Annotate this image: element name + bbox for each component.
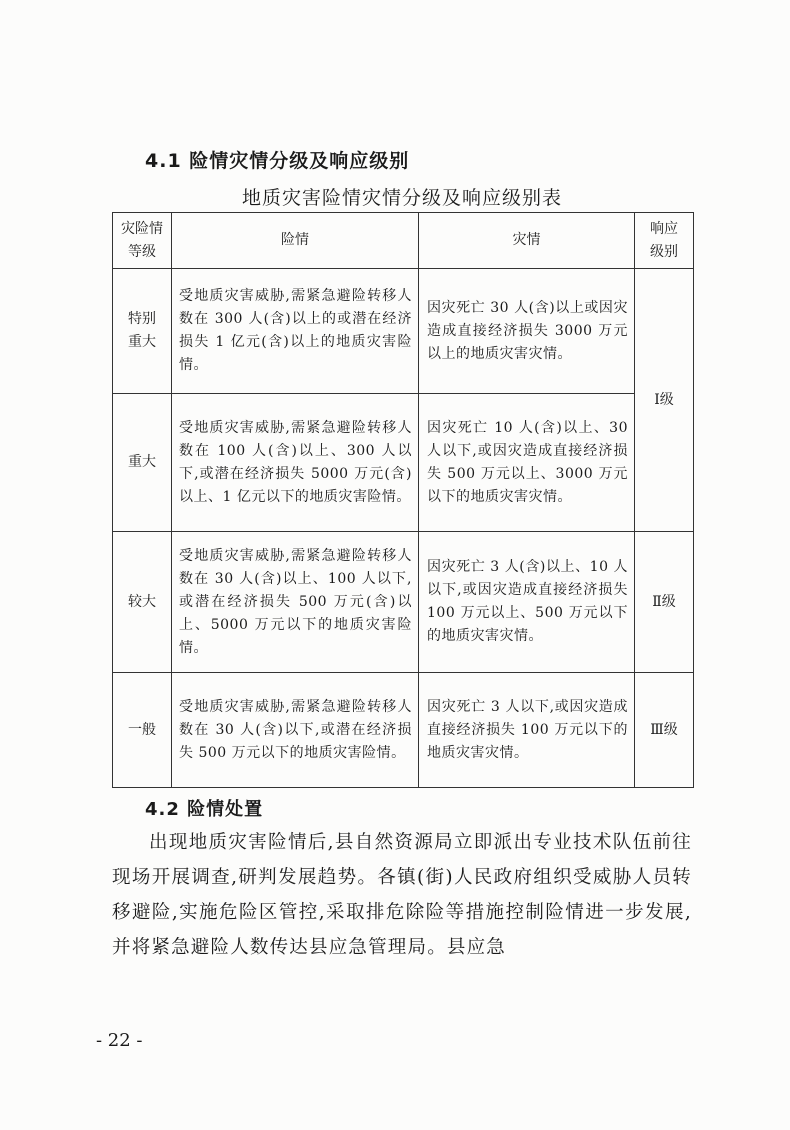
- level-cell: 特别重大: [113, 269, 172, 394]
- danger-cell: 受地质灾害威胁,需紧急避险转移人数在 100 人(含)以上、300 人以下,或潜在经济损失 5000 万元(含)以上、1 亿元以下的地质灾害险情。: [172, 394, 419, 532]
- danger-cell: 受地质灾害威胁,需紧急避险转移人数在 300 人(含)以上的或潜在经济损失 1 亿元(含)以上的地质灾害险情。: [172, 269, 419, 394]
- table-caption: 地质灾害险情灾情分级及响应级别表: [241, 187, 562, 209]
- level-cell: 一般: [113, 673, 172, 788]
- level-cell: 较大: [113, 532, 172, 673]
- table-row: [113, 673, 694, 788]
- table-row: [113, 532, 694, 673]
- table-row: [113, 269, 694, 394]
- danger-cell: 受地质灾害威胁,需紧急避险转移人数在 30 人(含)以下,或潜在经济损失 500 万元以下的地质灾害险情。: [172, 673, 419, 788]
- response-cell: Ⅱ级: [635, 532, 694, 673]
- response-cell: Ⅲ级: [635, 673, 694, 788]
- disaster-cell: 因灾死亡 3 人(含)以上、10 人以下,或因灾造成直接经济损失 100 万元以上、500 万元以下的地质灾害灾情。: [419, 532, 635, 673]
- header-response: 响应级别: [635, 213, 694, 269]
- disaster-cell: 因灾死亡 10 人(含)以上、30 人以下,或因灾造成直接经济损失 500 万元以上、3000 万元以下的地质灾害灾情。: [419, 394, 635, 532]
- section-heading: 4.1 险情灾情分级及响应级别: [145, 150, 410, 172]
- grading-table: [112, 212, 694, 788]
- page-number: - 22 -: [96, 1030, 143, 1051]
- response-cell: Ⅰ级: [635, 269, 694, 532]
- disaster-cell: 因灾死亡 30 人(含)以上或因灾造成直接经济损失 3000 万元以上的地质灾害灾情。: [419, 269, 635, 394]
- table-header-row: [113, 213, 694, 269]
- level-cell: 重大: [113, 394, 172, 532]
- danger-cell: 受地质灾害威胁,需紧急避险转移人数在 30 人(含)以上、100 人以下,或潜在经济损失 500 万元(含)以上、5000 万元以下的地质灾害险情。: [172, 532, 419, 673]
- disaster-cell: 因灾死亡 3 人以下,或因灾造成直接经济损失 100 万元以下的地质灾害灾情。: [419, 673, 635, 788]
- header-disaster: 灾情: [419, 213, 635, 269]
- header-danger: 险情: [172, 213, 419, 269]
- subsection-heading: 4.2 险情处置: [145, 799, 264, 820]
- table-row: [113, 394, 694, 532]
- paragraph-text: 出现地质灾害险情后,县自然资源局立即派出专业技术队伍前往现场开展调查,研判发展趋势。各镇(街)人民政府组织受威胁人员转移避险,实施危险区管控,采取排危除险等措施控制险情进一步发展,并将紧急避险人数传达县应急管理局。县应急: [112, 832, 692, 958]
- header-level: 灾险情等级: [113, 213, 172, 269]
- body-paragraph: [112, 825, 692, 965]
